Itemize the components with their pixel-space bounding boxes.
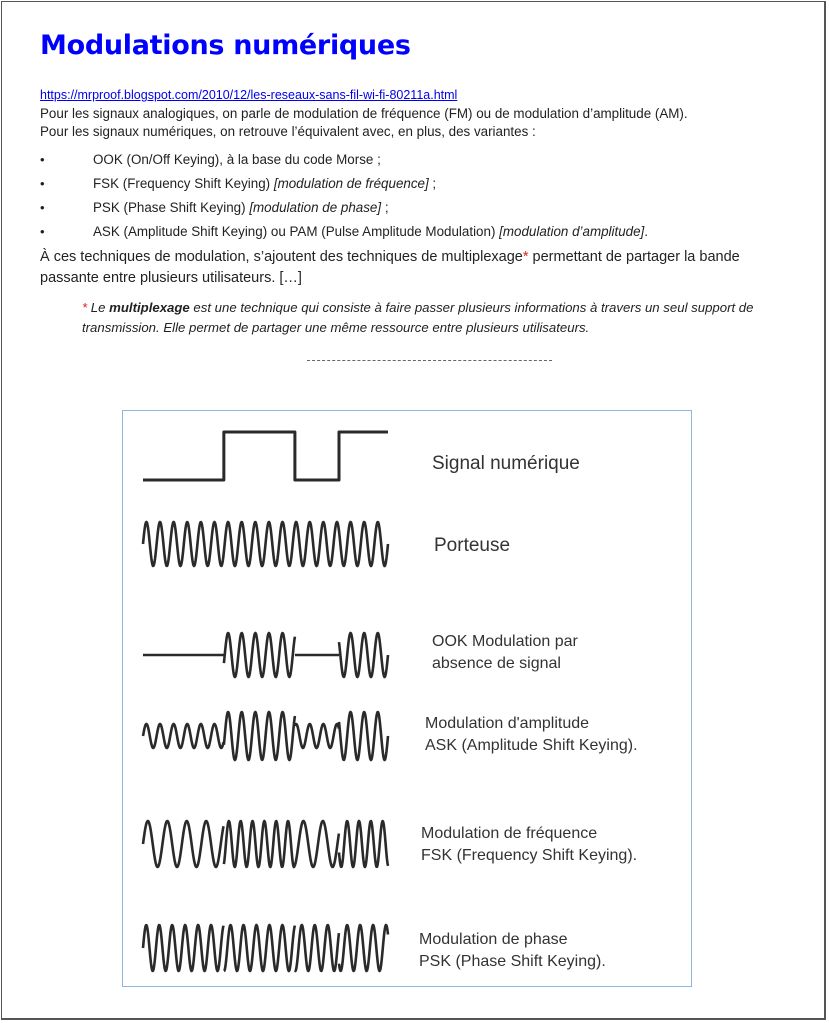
label-line: absence de signal — [432, 655, 561, 672]
page-title: Modulations numériques — [40, 30, 411, 61]
list-item-ask — [40, 223, 810, 247]
label-fsk — [421, 823, 637, 867]
separator-line — [307, 360, 552, 361]
ook-wave — [143, 633, 388, 677]
label-line: Modulation de fréquence — [421, 825, 598, 842]
list-item-suffix: ; — [381, 200, 389, 215]
modulation-figure — [122, 410, 692, 987]
footnote-prefix: Le — [87, 300, 110, 315]
paragraph-text-start: À ces techniques de modulation, s’ajoutent des techniques de multiplexage — [40, 249, 523, 265]
label-line: PSK (Phase Shift Keying). — [419, 953, 606, 970]
bullet-icon: • — [40, 224, 45, 239]
label-line: FSK (Frequency Shift Keying). — [421, 847, 638, 864]
label-line: ASK (Amplitude Shift Keying). — [425, 737, 638, 754]
footnote-text: est une technique qui consiste à faire passer plusieurs informations à travers un seul support de transmission. Elle permet de partager une même ressource entre plusieurs utilisateurs. — [82, 300, 754, 335]
list-item-text: OOK (On/Off Keying), à la base du code Morse ; — [93, 152, 381, 167]
label-line: Porteuse — [434, 535, 511, 556]
label-line: Signal numérique — [432, 453, 580, 474]
multiplexing-paragraph — [40, 247, 800, 289]
label-line: Modulation de phase — [419, 931, 568, 948]
waveforms-drawing — [123, 411, 691, 986]
label-line: Modulation d'amplitude — [425, 715, 590, 732]
document-page — [1, 1, 826, 1020]
list-item-text: FSK (Frequency Shift Keying) — [93, 176, 274, 191]
intro-line-analog: Pour les signaux analogiques, on parle de modulation de fréquence (FM) ou de modulation d’amplitude (AM). — [40, 106, 688, 121]
label-psk — [419, 929, 606, 973]
paragraph-text-end: permettant de partager la bande passante entre plusieurs utilisateurs. […] — [40, 249, 740, 286]
source-link[interactable]: https://mrproof.blogspot.com/2010/12/les-reseaux-sans-fil-wi-fi-80211a.html — [40, 88, 458, 102]
intro-line-digital: Pour les signaux numériques, on retrouve l’équivalent avec, en plus, des variantes : — [40, 124, 536, 139]
ask-wave — [143, 712, 388, 760]
list-item-text: ASK (Amplitude Shift Keying) ou PAM (Pulse Amplitude Modulation) — [93, 224, 500, 239]
psk-wave — [143, 925, 388, 971]
bullet-icon: • — [40, 200, 45, 215]
intro-paragraph — [40, 105, 800, 141]
list-item-suffix: ; — [428, 176, 437, 191]
carrier-wave — [143, 522, 388, 566]
list-item-psk — [40, 199, 810, 223]
label-ook — [432, 631, 578, 675]
list-item-suffix: . — [644, 224, 649, 239]
list-item-note: [modulation de phase] — [249, 200, 382, 215]
digital-signal-wave — [143, 432, 388, 480]
list-item-fsk — [40, 175, 810, 199]
label-line: OOK Modulation par — [432, 633, 578, 650]
list-item-note: [modulation de fréquence] — [273, 176, 429, 191]
list-item-note: [modulation d’amplitude] — [499, 224, 645, 239]
footnote-marker: * — [522, 249, 529, 265]
list-item-ook — [40, 151, 810, 175]
label-digital-signal — [432, 453, 580, 475]
footnote-term: multiplexage — [109, 300, 190, 315]
bullet-icon: • — [40, 152, 45, 167]
modulation-list — [40, 151, 810, 247]
footnote-star: * — [82, 300, 88, 315]
label-carrier — [434, 535, 510, 557]
list-item-text: PSK (Phase Shift Keying) — [93, 200, 250, 215]
label-ask — [425, 713, 638, 757]
footnote — [82, 298, 802, 338]
bullet-icon: • — [40, 176, 45, 191]
fsk-wave — [143, 821, 388, 867]
